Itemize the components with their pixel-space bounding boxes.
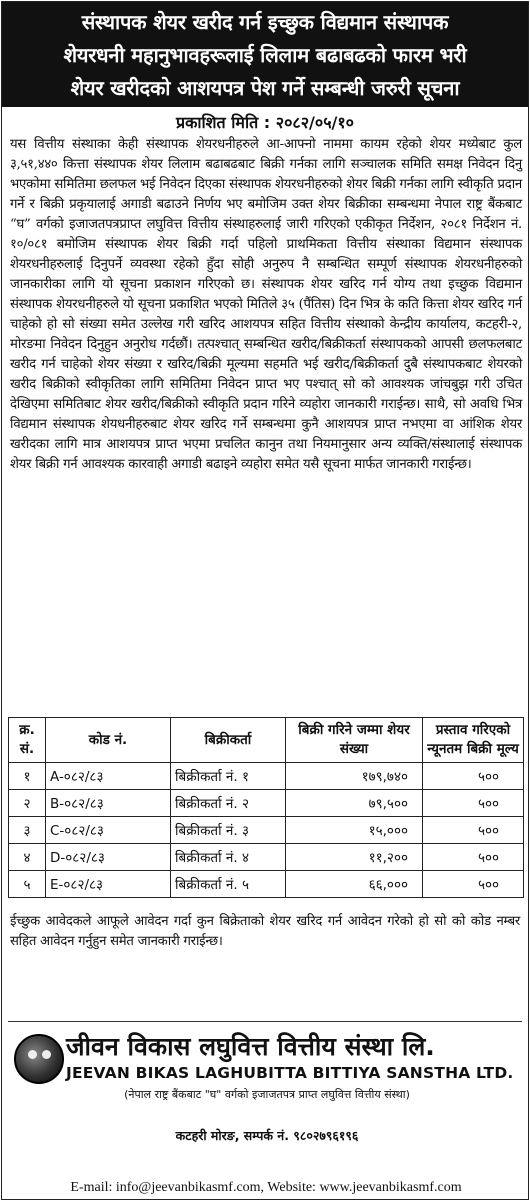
- header-sn: क्र. सं.: [9, 718, 46, 763]
- cell-sn: २: [9, 790, 46, 817]
- cell-price: ५००: [423, 844, 524, 871]
- header-seller: बिक्रीकर्ता: [171, 718, 286, 763]
- application-note: ईच्छुक आवेदकले आफूले आवेदन गर्दा कुन बिक्रेताको शेयर खरिद गर्न आवेदन गरेको हो सो को कोड नम्बर सहित आवेदन गर्नुहुन समेत जानकारी गराईन्छ।: [10, 914, 520, 949]
- cell-shares: ११,२००: [286, 844, 423, 871]
- cell-shares: १५,०००: [286, 817, 423, 844]
- cell-code: A-०८२/८३: [46, 763, 171, 790]
- notice-header: [2, 2, 528, 107]
- cell-seller: बिक्रीकर्ता नं. ५: [171, 871, 286, 898]
- cell-price: ५००: [423, 817, 524, 844]
- cell-price: ५००: [423, 790, 524, 817]
- header-line-1: संस्थापक शेयर खरीद गर्न इच्छुक विद्यमान संस्थापक: [81, 10, 449, 34]
- org-name-english: JEEVAN BIKAS LAGHUBITTA BITTIYA SANSTHA LTD.: [66, 1064, 514, 1082]
- notice-page: [1, 1, 529, 1200]
- cell-seller: बिक्रीकर्ता नं. १: [171, 763, 286, 790]
- header-shares: बिक्री गरिने जम्मा शेयर संख्या: [286, 718, 423, 763]
- cell-seller: बिक्रीकर्ता नं. ४: [171, 844, 286, 871]
- table-row: [9, 871, 524, 898]
- header-line-2: शेयरधनी महानुभावहरूलाई लिलाम बढाबढको फारम भरी: [63, 43, 467, 67]
- cell-seller: बिक्रीकर्ता नं. २: [171, 790, 286, 817]
- table-row: [9, 817, 524, 844]
- org-license-subtitle: (नेपाल राष्ट्र बैंकबाट "घ" वर्गको इजाजतपत्र प्राप्त लघुवित्त वित्तीय संस्था): [124, 1088, 410, 1101]
- org-name-nepali: जीवन विकास लघुवित्त वित्तीय संस्था लि.: [66, 1032, 435, 1061]
- header-min-price: प्रस्ताव गरिएको न्यूनतम बिक्री मूल्य: [423, 718, 524, 763]
- org-address: कटहरी मोरङ, सम्पर्क नं. ९८०२७९६१९६: [175, 1128, 359, 1143]
- cell-shares: १७९,७४०: [286, 763, 423, 790]
- cell-code: E-०८२/८३: [46, 871, 171, 898]
- company-logo-icon: [14, 1034, 64, 1084]
- cell-code: C-०८२/८३: [46, 817, 171, 844]
- table-row: [9, 790, 524, 817]
- header-code: कोड नं.: [46, 718, 171, 763]
- table-row: [9, 844, 524, 871]
- header-line-3: शेयर खरीदको आशयपत्र पेश गर्ने सम्बन्धी जरुरी सूचना: [70, 76, 460, 100]
- notice-body: यस वित्तीय संस्थाका केही संस्थापक शेयरधनीहरुले आ-आफ्नो नाममा कायम रहेको शेयर मध्येबाट कुल ३,५१,४४० कित्ता संस्थापक शेयर लिलाम बढाबढबाट बिक्री गर्नका लागि सञ्चालक समिति समक्ष निवेदन दिनु भएकोमा समितिमा छलफल भई निवेदन दिएका संस्थापक शेयरधनीहरुको शेयर बिक्री गर्नका लागि स्वीकृति प्रदान गर्ने र बिक्री प्रकृयालाई अगाडी बढाउने निर्णय भए बमोजिम उक्त शेयर बिक्रीका सम्बन्धमा नेपाल राष्ट्र बैंकबाट “घ” वर्गको इजाजतपत्रप्राप्त लघुवित्त वित्तीय संस्थाहरुलाई जारी गरिएको एकीकृत निर्देशन, २०८१ निर्देशन नं. १०/०८१ बमोजिम संस्थापक शेयर बिक्री गर्दा पहिलो प्राथमिकता वित्तीय संस्थाका विद्यमान संस्थापक शेयरधनीहरुलाई दिनुपर्ने व्यवस्था रहेको हुँदा सोही अनुरुप नै सम्बन्धित सम्पूर्ण संस्थापक शेयरधनीहरुको जानकारीका लागि यो सूचना प्रकाशन गरिएको छ। संस्थापक शेयर खरिद गर्न योग्य तथा इच्छुक विद्यमान संस्थापक शेयरधनीहरुले यो सूचना प्रकाशित भएको मितिले ३५ (पैंतिस) दिन भित्र के कति कित्ता शेयर खरिद गर्न चाहेको हो सो संख्या समेत उल्लेख गरी खरिद आशयपत्र सहित वित्तीय संस्थाको केन्द्रीय कार्यालय, कटहरी-२, मोरङमा निवेदन दिनुहुन अनुरोध गर्दछौं। तत्पश्चात् सम्बन्धित खरीद/बिक्रीकर्ता संस्थापकको आपसी छलफलबाट खरीद गर्न चाहेको शेयर संख्या र खरिद/बिक्री मूल्यमा सहमति भई खरीद/बिक्रीकर्ता दुबै संस्थापकबाट शेयरको खरीद बिक्रीको स्वीकृतिका लागि समितिमा निवेदन प्राप्त भए पश्चात् सो को आवश्यक जांचबुझ गरी उचित देखिएमा समितिबाट शेयर खरीद/बिक्रीको स्वीकृति प्रदान गरिने व्यहोरा जानकारी गराईन्छ। साथै, सो अवधि भित्र विद्यमान संस्थापक शेयधनीहरुबाट शेयर खरिद गर्ने सम्बन्धमा कुनै आशयपत्र प्राप्त नभएमा वा आंशिक शेयर खरीदका लागि मात्र आशयपत्र प्राप्त भएमा प्रचलित कानुन तथा नियमानुसार अन्य व्यक्ति/संस्थालाई संस्थापक शेयर बिक्री गर्न आवश्यक कारवाही अगाडी बढाइने व्यहोरा समेत यसै सूचना मार्फत जानकारी गराईन्छ।: [10, 137, 522, 472]
- cell-code: B-०८२/८३: [46, 790, 171, 817]
- table-row: [9, 763, 524, 790]
- cell-sn: ४: [9, 844, 46, 871]
- cell-sn: ३: [9, 817, 46, 844]
- cell-code: D-०८२/८३: [46, 844, 171, 871]
- cell-price: ५००: [423, 763, 524, 790]
- divider: [8, 1021, 522, 1022]
- contact-line: E-mail: info@jeevanbikasmf.com, Website: www.jeevanbikasmf.com: [70, 1180, 462, 1195]
- cell-shares: ६६,०००: [286, 871, 423, 898]
- sale-table: [8, 717, 524, 898]
- cell-seller: बिक्रीकर्ता नं. ३: [171, 817, 286, 844]
- cell-shares: ७९,५००: [286, 790, 423, 817]
- publication-date: प्रकाशित मिति : २०८२/०५/१०: [175, 113, 354, 132]
- cell-price: ५००: [423, 871, 524, 898]
- table-header-row: [9, 718, 524, 763]
- cell-sn: ५: [9, 871, 46, 898]
- cell-sn: १: [9, 763, 46, 790]
